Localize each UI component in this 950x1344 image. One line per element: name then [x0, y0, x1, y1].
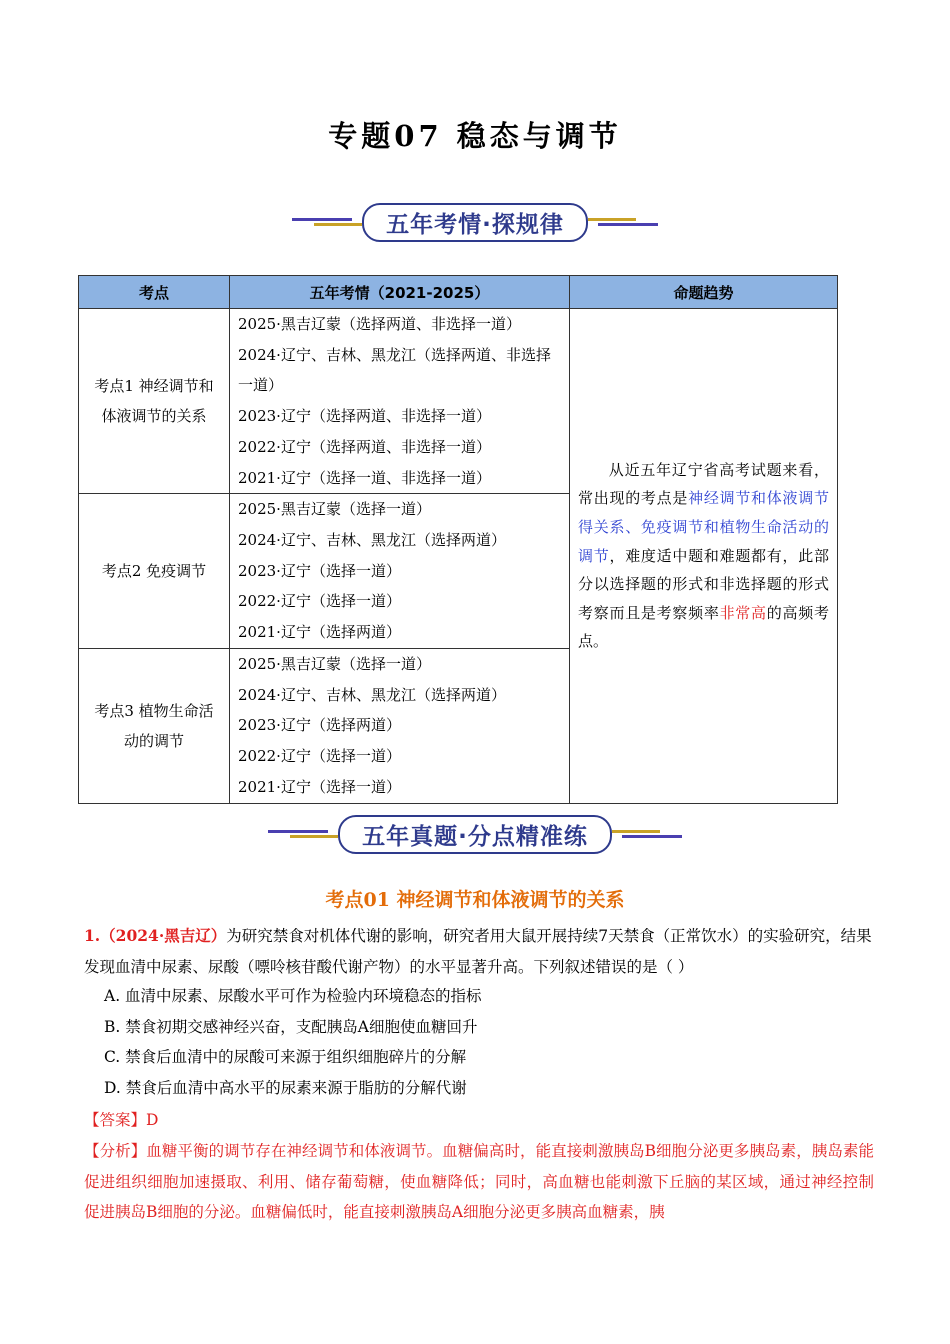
trend-text-3: 的高频考点。: [578, 603, 829, 651]
topic-2-line-1: 考点2 免疫调节: [101, 561, 207, 580]
option-b: B. 禁食初期交感神经兴奋，支配胰岛A细胞使血糖回升: [104, 1018, 478, 1036]
year-entry: 2024·辽宁、吉林、黑龙江（选择两道）: [238, 530, 506, 549]
years-cell: [230, 309, 570, 494]
year-entry: 2022·辽宁（选择一道）: [238, 747, 401, 766]
header-topic: 考点: [79, 276, 230, 309]
option-c: C. 禁食后血清中的尿酸可来源于组织细胞碎片的分解: [104, 1048, 467, 1066]
answer: 【答案】D: [84, 1111, 159, 1129]
year-entry: 2023·辽宁（选择两道）: [238, 716, 401, 735]
year-entry: 2021·辽宁（选择一道）: [238, 777, 401, 796]
section-title: 考点01 神经调节和体液调节的关系: [325, 889, 625, 911]
option-a: A. 血清中尿素、尿酸水平可作为检验内环境稳态的指标: [104, 987, 482, 1005]
year-entry: 2024·辽宁、吉林、黑龙江（选择两道、非选择一道）: [238, 345, 551, 395]
option-d: D. 禁食后血清中高水平的尿素来源于脂肪的分解代谢: [104, 1079, 467, 1097]
question-number: 1.（2024·黑吉辽）: [84, 926, 227, 945]
year-entry: 2025·黑吉辽蒙（选择一道）: [238, 500, 431, 519]
section-banner-1: [0, 202, 950, 242]
years-cell: [230, 648, 570, 803]
question-text: 为研究禁食对机体代谢的影响，研究者用大鼠开展持续7天禁食（正常饮水）的实验研究，结果发现血清中尿素、尿酸（嘌呤核苷酸代谢产物）的水平显著升高。下列叙述错误的是（ ）: [84, 927, 872, 976]
topic-3-line-1: 考点3 植物生命活: [94, 701, 214, 720]
year-entry: 2023·辽宁（选择一道）: [238, 561, 401, 580]
header-trend: 命题趋势: [570, 276, 838, 309]
right-stripes-icon: [588, 210, 658, 234]
page-title: 专题07 稳态与调节: [328, 119, 622, 153]
trend-cell: [570, 309, 838, 804]
year-entry: 2023·辽宁（选择两道、非选择一道）: [238, 407, 491, 426]
year-entry: 2025·黑吉辽蒙（选择一道）: [238, 654, 431, 673]
trend-highlight-frequency: 非常高: [719, 603, 767, 622]
year-entry: 2021·辽宁（选择两道）: [238, 623, 401, 642]
year-entry: 2025·黑吉辽蒙（选择两道、非选择一道）: [238, 315, 521, 333]
analysis: 【分析】血糖平衡的调节存在神经调节和体液调节。血糖偏高时，能直接刺激胰岛B细胞分泌更多胰岛素，胰岛素能促进组织细胞加速摄取、利用、储存葡萄糖，使血糖降低；同时，高血糖也能刺激下丘脑的某区域，通过神经控制促进胰岛B细胞的分泌。血糖偏低时，能直接刺激胰岛A细胞分泌更多胰高血糖素，胰: [84, 1142, 874, 1221]
trend-text-1: 从近五年辽宁省高考试题来看，常出现的考点是: [578, 460, 829, 508]
year-entry: 2022·辽宁（选择两道、非选择一道）: [238, 437, 491, 456]
topic-3-line-2: 动的调节: [123, 731, 184, 750]
left-stripes-icon: [292, 210, 362, 234]
right-stripes-icon: [612, 822, 682, 846]
exam-overview-table: [78, 275, 838, 804]
topic-1-line-1: 考点1 神经调节和: [94, 377, 214, 396]
header-years: 五年考情（2021-2025）: [230, 276, 570, 309]
year-entry: 2022·辽宁（选择一道）: [238, 592, 401, 611]
topic-cell: [79, 648, 230, 803]
section-banner-2: [0, 814, 950, 854]
topic-cell: [79, 494, 230, 649]
year-entry: 2021·辽宁（选择一道、非选择一道）: [238, 468, 491, 487]
banner-1-label: 五年考情·探规律: [362, 203, 588, 242]
topic-cell: [79, 309, 230, 494]
trend-highlight-topics: 神经调节和体液调节得关系、免疫调节和植物生命活动的调节: [578, 489, 829, 565]
year-entry: 2024·辽宁、吉林、黑龙江（选择两道）: [238, 685, 506, 704]
trend-text-2: ，难度适中题和难题都有，此部分以选择题的形式和非选择题的形式考察而且是考察频率: [578, 546, 829, 622]
topic-1-line-2: 体液调节的关系: [101, 407, 207, 426]
years-cell: [230, 494, 570, 649]
question-stem: [84, 921, 874, 982]
banner-2-label: 五年真题·分点精准练: [338, 815, 612, 854]
left-stripes-icon: [268, 822, 338, 846]
